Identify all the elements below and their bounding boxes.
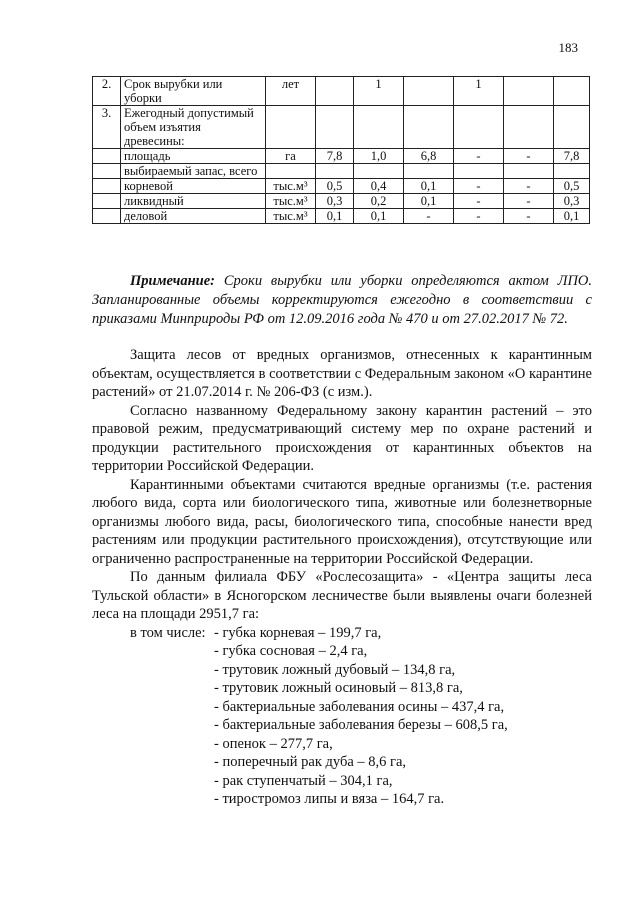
table-row — [93, 106, 590, 149]
row-number: 3. — [93, 106, 121, 149]
paragraph: Карантинными объектами считаются вредные организмы (т.е. растения любого вида, сорта или биологического типа, животные или болезнетворные организмы любого вида, расы, биологического типа, способные нанести вред растениям или продукции растительного происхождения), отсутствующие или ограниченно распространенные на территории Российской Федерации. — [92, 476, 592, 567]
row-unit: га — [266, 149, 316, 164]
row-value — [554, 164, 590, 179]
note-text: Сроки вырубки или уборки определяются актом ЛПО. Запланированные объемы корректируются ежегодно в соответствии с приказами Минприроды РФ от 12.09.2016 года № 470 и от 27.02.2017 № 72. — [92, 273, 593, 327]
table-row — [93, 149, 590, 164]
list-item: - трутовик ложный дубовый – 134,8 га, — [214, 661, 456, 678]
row-value: 1,0 — [354, 149, 404, 164]
paragraph: Согласно названному Федеральному закону карантин растений – это правовой режим, предусматривающий систему мер по охране растений и продукции растительного происхождения от карантинных объектов на территории Российской Федерации. — [92, 402, 592, 474]
row-value: 6,8 — [404, 149, 454, 164]
row-value — [354, 106, 404, 149]
row-unit: тыс.м³ — [266, 209, 316, 224]
row-value — [504, 106, 554, 149]
row-number — [93, 179, 121, 194]
row-value — [354, 164, 404, 179]
row-number — [93, 149, 121, 164]
row-value — [504, 164, 554, 179]
row-value — [554, 106, 590, 149]
row-value: - — [504, 194, 554, 209]
table-row — [93, 164, 590, 179]
list-item: - бактериальные заболевания осины – 437,4 га, — [214, 698, 505, 715]
list-item: - трутовик ложный осиновый – 813,8 га, — [214, 680, 463, 696]
row-number: 2. — [93, 77, 121, 106]
row-label: деловой — [121, 209, 266, 224]
table-row — [93, 194, 590, 209]
row-value: - — [404, 209, 454, 224]
row-value: 0,1 — [404, 194, 454, 209]
list-item: - губка сосновая – 2,4 га, — [214, 643, 368, 659]
body-text — [92, 346, 592, 809]
table-row — [93, 209, 590, 224]
row-value: - — [504, 179, 554, 194]
list-item: - тиростромоз липы и вяза – 164,7 га. — [214, 791, 445, 807]
row-value: - — [504, 209, 554, 224]
row-value — [454, 106, 504, 149]
row-value — [404, 77, 454, 106]
table-row — [93, 77, 590, 106]
row-value: 0,3 — [554, 194, 590, 209]
row-unit: лет — [266, 77, 316, 106]
row-label: ликвидный — [121, 194, 266, 209]
note — [92, 272, 592, 329]
row-value: 0,5 — [554, 179, 590, 194]
row-value: 0,4 — [354, 179, 404, 194]
row-value: - — [454, 209, 504, 224]
row-value: 0,1 — [354, 209, 404, 224]
page-number: 183 — [558, 40, 578, 55]
list-item: - рак ступенчатый – 304,1 га, — [214, 772, 393, 789]
row-value: 0,5 — [316, 179, 354, 194]
list-item: - опенок – 277,7 га, — [214, 735, 333, 752]
note-label: Примечание: — [130, 273, 216, 289]
row-value: - — [454, 179, 504, 194]
row-unit — [266, 106, 316, 149]
row-unit: тыс.м³ — [266, 179, 316, 194]
row-value: - — [454, 149, 504, 164]
row-label: Срок вырубки или уборки — [121, 77, 266, 106]
row-value: - — [504, 149, 554, 164]
paragraph: По данным филиала ФБУ «Рослесозащита» - «Центра защиты леса Тульской области» в Ясногорском лесничестве были выявлены очаги болезней леса на площади 2951,7 га: — [92, 569, 592, 622]
row-value — [316, 77, 354, 106]
list-item: - бактериальные заболевания березы – 608,5 га, — [214, 717, 508, 733]
row-label: Ежегодный допустимый объем изъятия древесины: — [121, 106, 266, 149]
row-value — [316, 164, 354, 179]
row-value: 1 — [354, 77, 404, 106]
row-value: 0,1 — [404, 179, 454, 194]
row-value — [504, 77, 554, 106]
row-value: 1 — [454, 77, 504, 106]
paragraph: Защита лесов от вредных организмов, отнесенных к карантинным объектам, осуществляется в соответствии с Федеральным законом «О карантине растений» от 21.07.2014 г. № 206-ФЗ (с изм.). — [92, 347, 592, 400]
row-value: 7,8 — [316, 149, 354, 164]
row-label: корневой — [121, 179, 266, 194]
row-number — [93, 209, 121, 224]
table-row — [93, 179, 590, 194]
row-value — [454, 164, 504, 179]
row-value — [554, 77, 590, 106]
row-unit — [266, 164, 316, 179]
row-unit: тыс.м³ — [266, 194, 316, 209]
row-value — [404, 164, 454, 179]
row-label: площадь — [121, 149, 266, 164]
row-value: 0,1 — [554, 209, 590, 224]
forest-use-table — [92, 76, 590, 224]
row-value: 0,1 — [316, 209, 354, 224]
row-number — [93, 194, 121, 209]
row-value — [404, 106, 454, 149]
disease-list — [92, 624, 592, 809]
list-item: в том числе: - губка корневая – 199,7 га, — [92, 624, 592, 643]
row-value — [316, 106, 354, 149]
row-label: выбираемый запас, всего — [121, 164, 266, 179]
list-item: - поперечный рак дуба – 8,6 га, — [214, 754, 407, 770]
row-value: 0,3 — [316, 194, 354, 209]
row-value: - — [454, 194, 504, 209]
list-lead: в том числе: — [130, 624, 206, 641]
row-value: 0,2 — [354, 194, 404, 209]
row-value: 7,8 — [554, 149, 590, 164]
row-number — [93, 164, 121, 179]
